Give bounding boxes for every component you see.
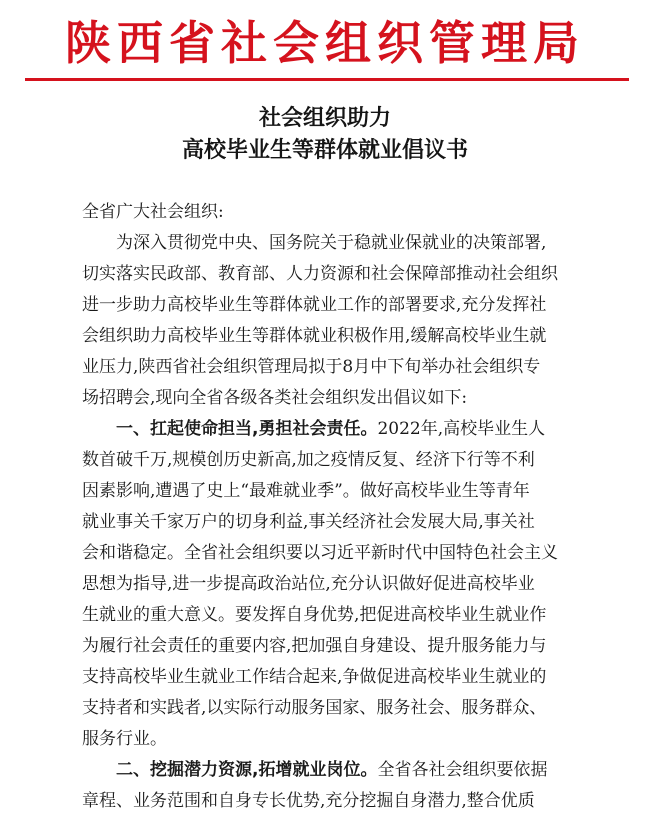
section2-lines-0: 章程、业务范围和自身专长优势,充分挖掘自身潜力,整合优质 — [82, 791, 535, 811]
letterhead-org-name: 陕西省社会组织管理局 — [65, 16, 585, 70]
section2-heading: 二、挖掘潜力资源,拓增就业岗位。 — [116, 760, 378, 780]
letterhead-red-rule — [25, 78, 629, 81]
document-title-line-1: 社会组织助力 — [258, 106, 391, 131]
section1-first-line — [116, 417, 582, 441]
section1-lines-9: 服务行业。 — [82, 729, 167, 749]
section1-heading: 一、扛起使命担当,勇担社会责任。 — [116, 419, 378, 439]
intro-lines-2: 进一步助力高校毕业生等群体就业工作的部署要求,充分发挥社 — [82, 295, 547, 315]
section1-lines-7: 支持高校毕业生就业工作结合起来,争做促进高校毕业生就业的 — [82, 667, 547, 687]
section2-first-line — [116, 758, 582, 782]
intro-lines-0: 为深入贯彻党中央、国务院关于稳就业保就业的决策部署, — [116, 233, 547, 253]
salutation: 全省广大社会组织: — [82, 202, 224, 222]
section1-lines-2: 就业事关千家万户的切身利益,事关经济社会发展大局,事关社 — [82, 512, 535, 532]
intro-lines-3: 会组织助力高校毕业生等群体就业积极作用,缓解高校毕业生就 — [82, 326, 547, 346]
section1-lines-5: 生就业的重大意义。要发挥自身优势,把促进高校毕业生就业作 — [82, 605, 547, 625]
document-title-line-2: 高校毕业生等群体就业倡议书 — [181, 138, 468, 163]
intro-lines-1: 切实落实民政部、教育部、人力资源和社会保障部推动社会组织 — [82, 264, 558, 284]
intro-lines-4: 业压力,陕西省社会组织管理局拟于8月中下旬举办社会组织专 — [82, 357, 541, 377]
section1-lines-3: 会和谐稳定。全省社会组织要以习近平新时代中国特色社会主义 — [82, 543, 558, 563]
section1-lines-1: 因素影响,遭遇了史上“最难就业季”。做好高校毕业生等青年 — [82, 481, 530, 501]
section1-lines-4: 思想为指导,进一步提高政治站位,充分认识做好促进高校毕业 — [82, 574, 535, 594]
section1-lines-6: 为履行社会责任的重要内容,把加强自身建设、提升服务能力与 — [82, 636, 547, 656]
section2-first-line-text: 全省各社会组织要依据 — [377, 760, 548, 780]
section1-lines-0: 数首破千万,规模创历史新高,加之疫情反复、经济下行等不利 — [82, 450, 535, 470]
section1-lines-8: 支持者和实践者,以实际行动服务国家、服务社会、服务群众、 — [82, 698, 547, 718]
intro-lines-5: 场招聘会,现向全省各级各类社会组织发出倡议如下: — [82, 388, 468, 408]
section1-first-line-text: 2022年,高校毕业生人 — [377, 419, 546, 439]
